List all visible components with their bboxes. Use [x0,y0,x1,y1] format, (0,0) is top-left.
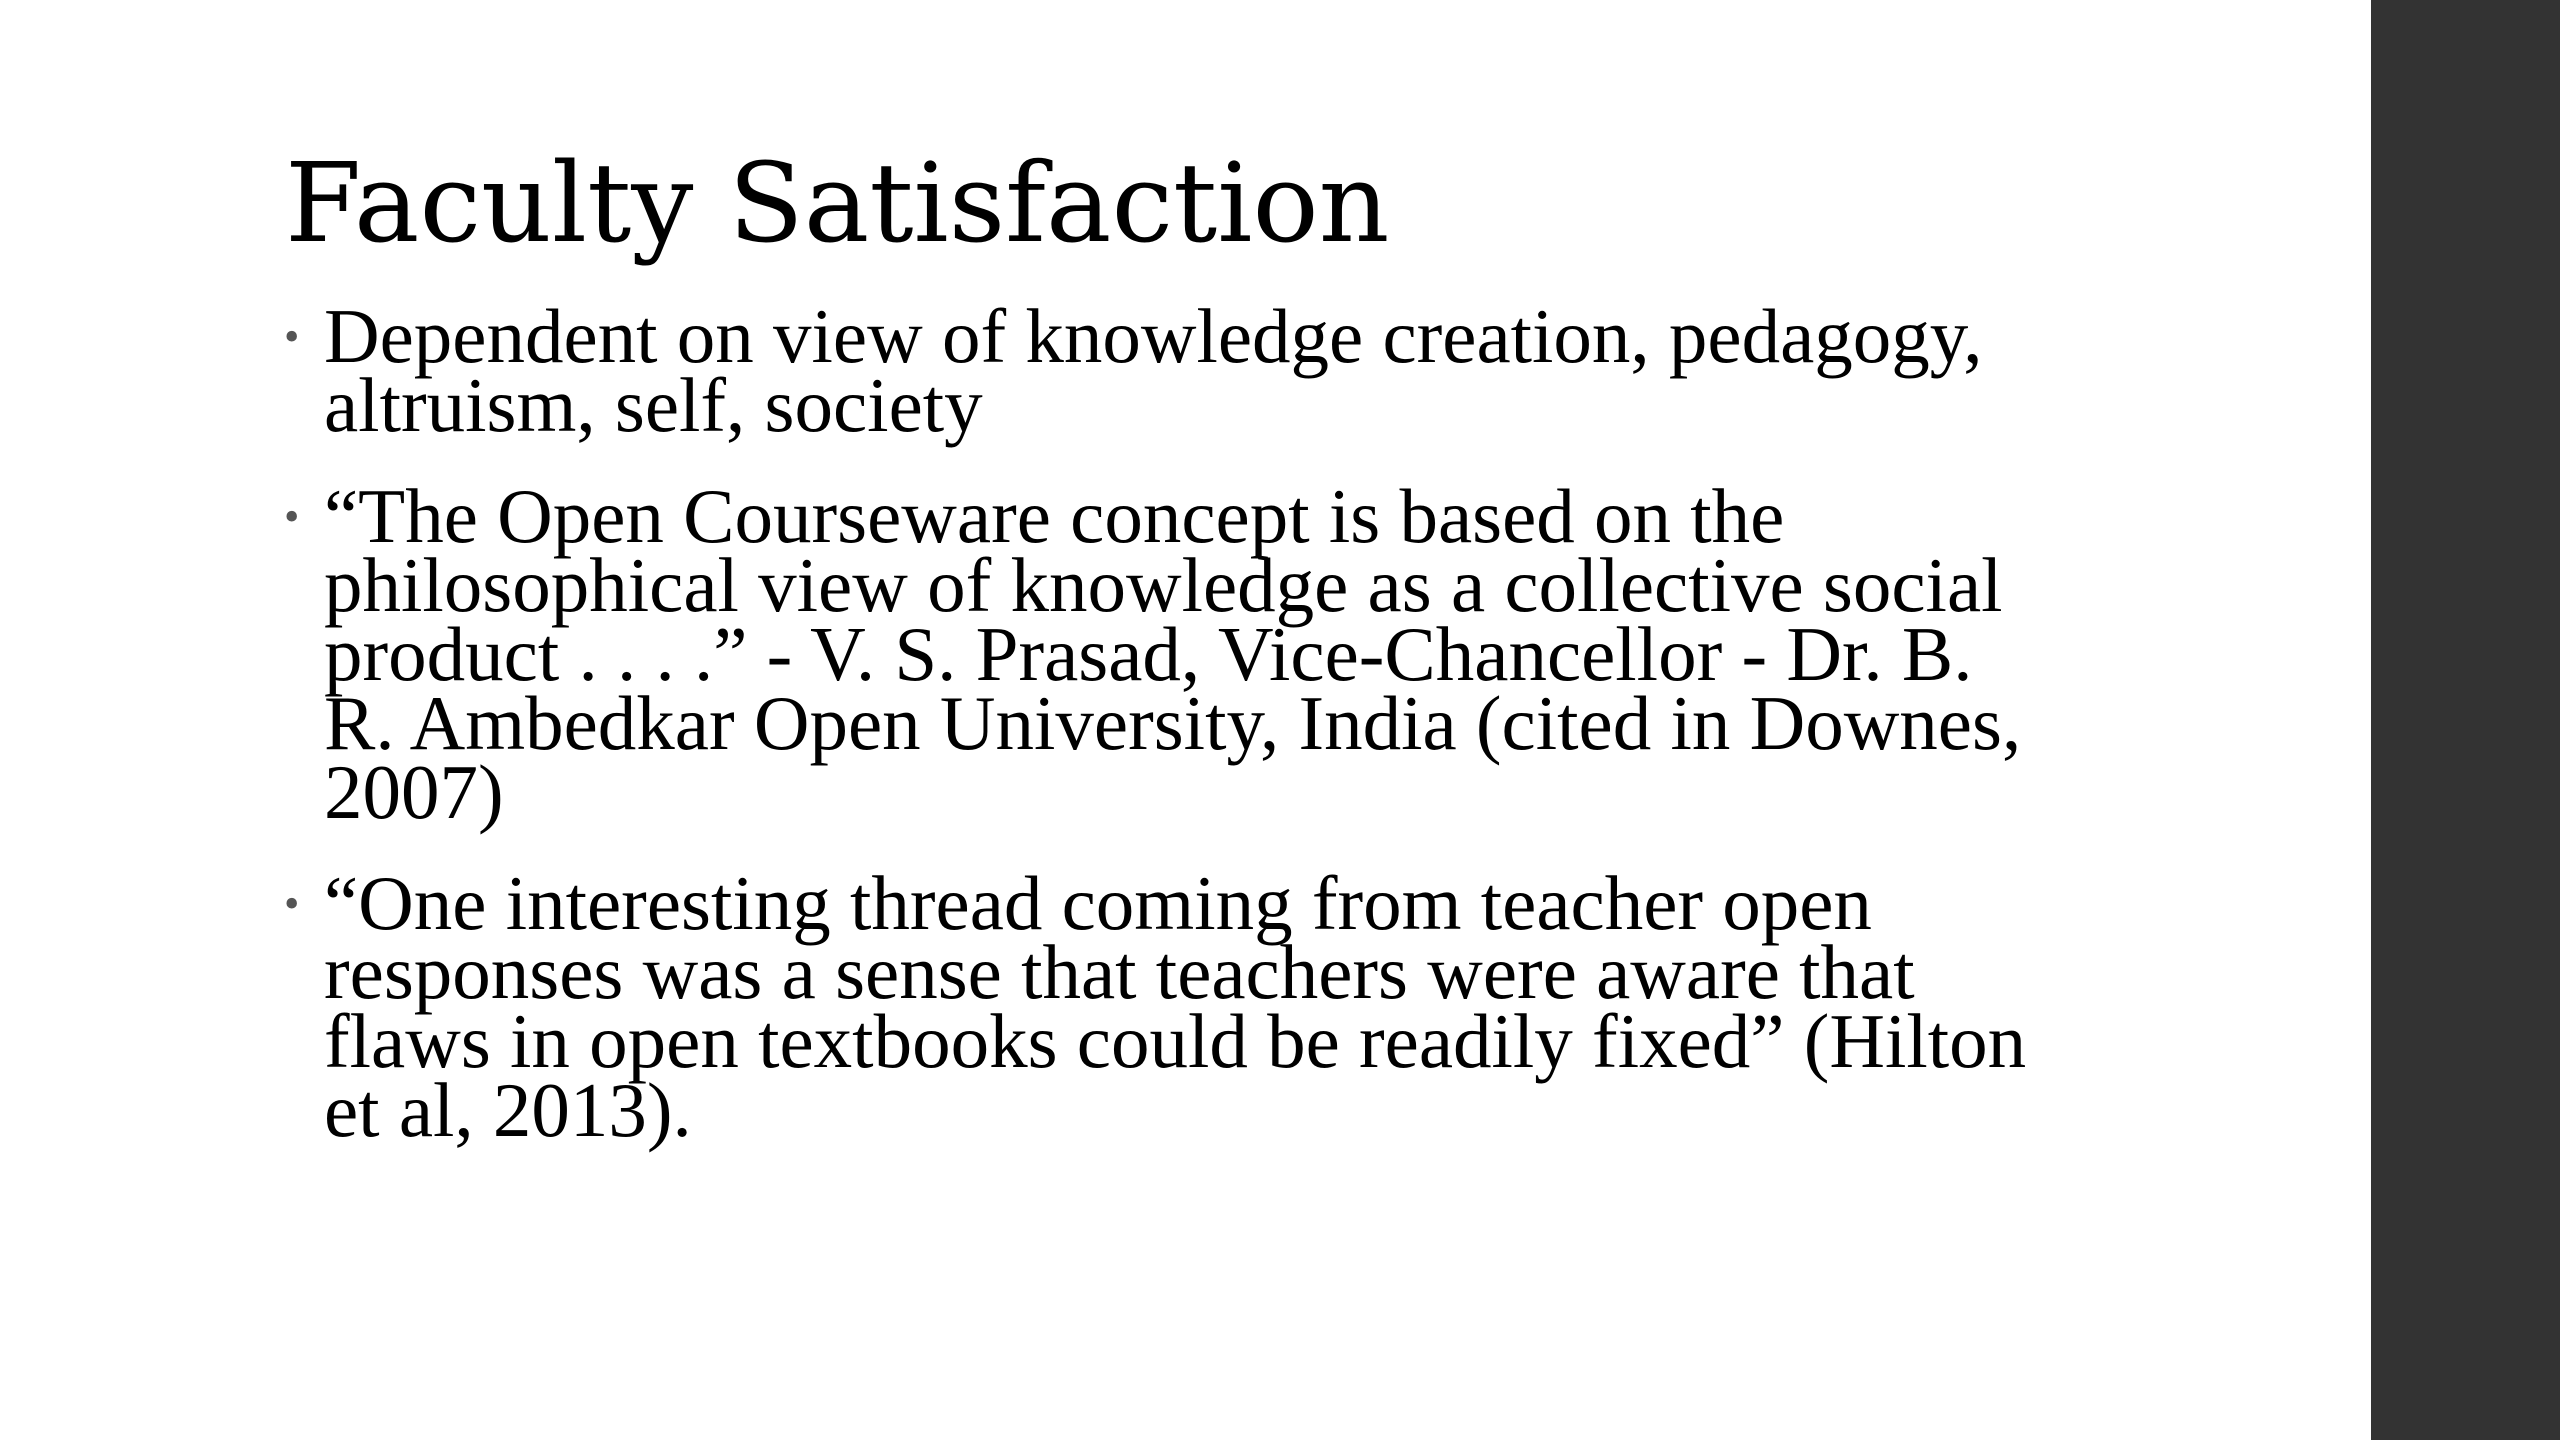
bullet-item [280,860,2040,1153]
bullet-list [280,293,2040,1187]
bullet-item [280,473,2040,835]
bullet-icon: • [284,879,300,928]
bullet-text: “One interesting thread coming from teacher open responses was a sense that teachers were aware that flaws in open textbooks could be readily fixed” (Hilton et al, 2013). [324,860,2027,1153]
bullet-item [280,293,2040,448]
side-bar [2371,0,2560,1440]
bullet-icon: • [284,492,300,541]
bullet-icon: • [284,312,300,361]
bullet-text: “The Open Courseware concept is based on the philosophical view of knowledge as a collective social product . . . .” - V. S. Prasad, Vice-Chancellor - Dr. B. R. Ambedkar Open University, India (cited in Downes, 2007) [324,473,2022,835]
slide-title: Faculty Satisfaction [285,139,1390,267]
bullet-text: Dependent on view of knowledge creation, pedagogy, altruism, self, society [324,293,1983,448]
